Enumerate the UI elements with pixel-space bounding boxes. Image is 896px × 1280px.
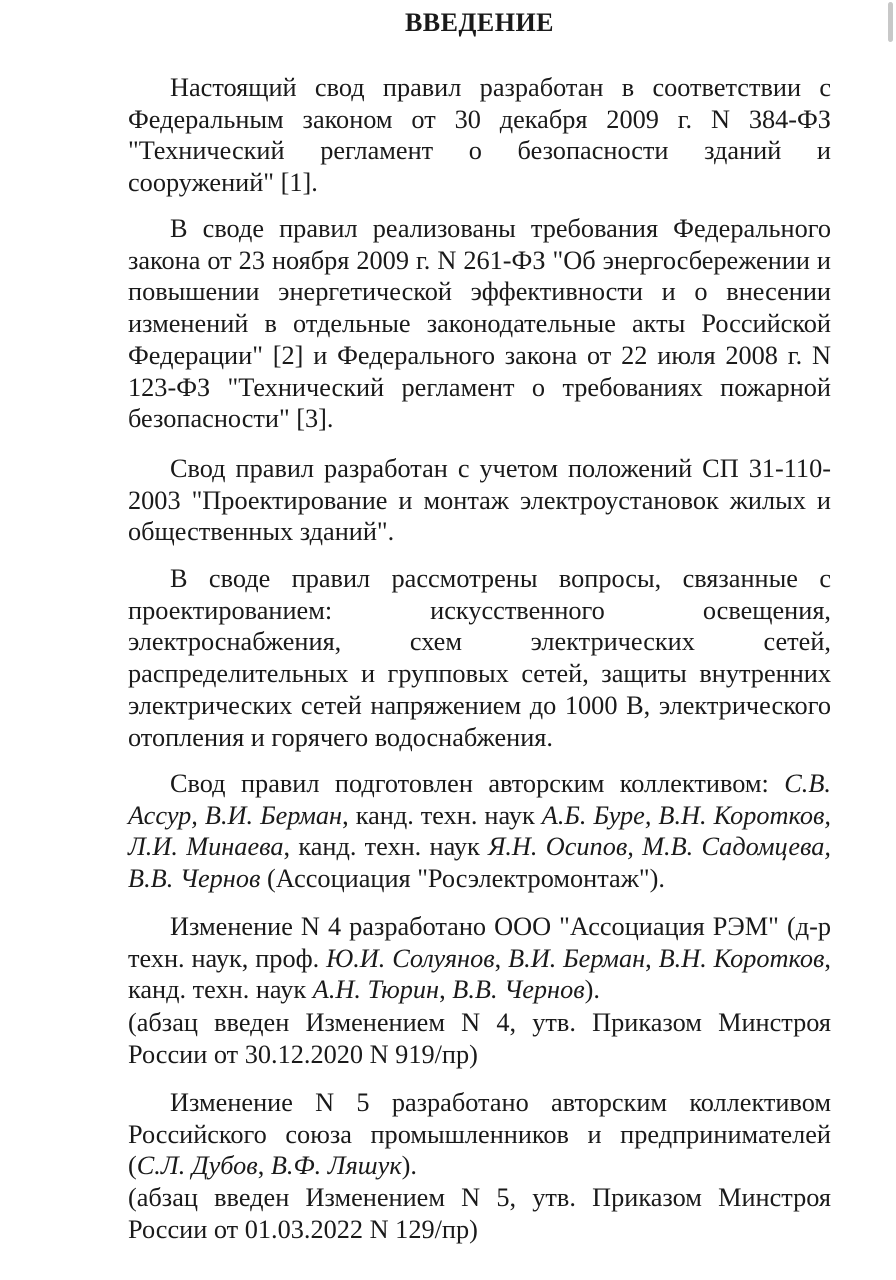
paragraph-2: В своде правил реализованы требования Федерального закона от 23 ноября 2009 г. N 261-ФЗ "Об энергосбережении и повышении энергетической эффективности и о внесении изменений в отдельные законодательные акты Российской Федерации" [2] и Федерального закона от 22 июля 2008 г. N 123-ФЗ "Технический регламент о требованиях пожарной безопасности" [3]. — [128, 214, 831, 434]
text-segment: , — [257, 1151, 271, 1181]
paragraph-6-change-4 — [128, 911, 831, 1006]
author-names: Я.Н. Осипов, М.В. Садомцева, В.В. Чернов — [128, 832, 831, 894]
text-segment: ). — [584, 975, 600, 1005]
text-segment: , — [645, 943, 659, 973]
text-segment: , — [439, 975, 453, 1005]
scrollbar[interactable] — [888, 2, 893, 42]
paragraph-4: В своде правил рассмотрены вопросы, связанные с проектированием: искусственного освещения, электроснабжения, схем электрических сетей, распределительных и групповых сетей, защиты внутренних электрических сетей напряжением до 1000 В, электрического отопления и горячего водоснабжения. — [128, 564, 831, 752]
text-segment: Изменение N 4 разработано ООО "Ассоциация РЭМ" (д-р техн. наук, проф. — [128, 912, 831, 973]
paragraph-1: Настоящий свод правил разработан в соответствии с Федеральным законом от 30 декабря 2009 г. N 384-ФЗ "Технический регламент о безопасности зданий и сооружений" [1]. — [128, 73, 831, 198]
text-segment: , канд. техн. наук — [342, 800, 542, 830]
paragraph-7-change-5 — [128, 1087, 831, 1182]
author-name: В.И. Берман — [508, 943, 646, 973]
text-segment: ). — [401, 1151, 417, 1181]
page-title: ВВЕДЕНИЕ — [404, 8, 555, 37]
text-segment: , канд. техн. наук — [128, 943, 831, 1005]
author-name: С.Л. Дубов — [136, 1151, 258, 1181]
author-name: Ю.И. Солуянов — [326, 943, 495, 973]
text-segment: Изменение N 5 разработано авторским коллективом Российского союза промышленников и предпринимателей ( — [128, 1088, 831, 1181]
author-name: А.Н. Тюрин — [312, 975, 440, 1005]
author-name: В.Ф. Ляшук — [270, 1151, 402, 1181]
text-segment: , — [494, 943, 509, 973]
text-segment: Свод правил подготовлен авторским коллективом: — [170, 769, 785, 798]
text-segment: , канд. техн. наук — [283, 832, 489, 862]
text-segment: (Ассоциация "Росэлектромонтаж"). — [260, 864, 665, 894]
paragraph-5-authors — [128, 768, 831, 895]
amendment-note-5: (абзац введен Изменением N 5, утв. Приказом Минстроя России от 01.03.2022 N 129/пр) — [128, 1183, 831, 1244]
author-names: А.Б. Буре, В.Н. Коротков, Л.И. Минаева — [128, 800, 831, 862]
paragraph-3: Свод правил разработан с учетом положений СП 31-110-2003 "Проектирование и монтаж электроустановок жилых и общественных зданий". — [128, 454, 831, 547]
author-name: В.В. Чернов — [452, 975, 585, 1005]
amendment-note-4: (абзац введен Изменением N 4, утв. Приказом Минстроя России от 30.12.2020 N 919/пр) — [128, 1008, 831, 1069]
author-names: С.В. Ассур, В.И. Берман — [128, 769, 831, 830]
author-name: В.Н. Коротков — [658, 943, 825, 973]
